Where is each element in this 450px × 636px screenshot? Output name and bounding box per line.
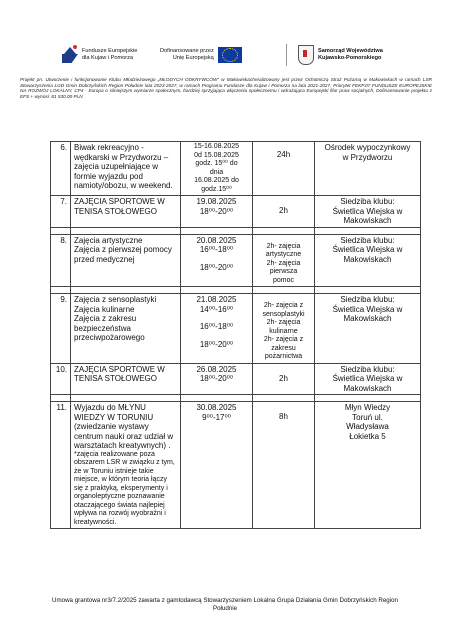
row-number: 11. bbox=[51, 402, 71, 529]
activity-note: *zajęcia realizowane poza obszarem LSR w związku z tym, że w Toruniu istnieje takie miejsce, w którym teoria łączy się z praktyką, eksperymenty i organoleptyczne poznawanie otaczającego świata najlepiej wpływa na rozwój wyobraźni i kreatywności. bbox=[74, 450, 175, 526]
row-gap bbox=[51, 287, 421, 294]
row-number: 10. bbox=[51, 363, 71, 395]
hours-line: pomoc bbox=[272, 276, 294, 284]
place-line: Siedziba klubu: bbox=[340, 295, 395, 304]
table-row bbox=[51, 363, 421, 395]
fe-logo-line-2: dla Kujaw i Pomorza bbox=[82, 55, 133, 61]
eu-logo-line-1: Dofinansowane przez bbox=[160, 48, 214, 54]
activity-place bbox=[315, 363, 421, 395]
region-logo bbox=[298, 40, 402, 70]
footer-line-2: Południe bbox=[212, 605, 238, 612]
place-line: Makowiskach bbox=[343, 314, 392, 323]
activity-hours bbox=[253, 402, 315, 529]
date-line: 16⁰⁰-18⁰⁰ bbox=[199, 322, 234, 331]
activity-date bbox=[181, 402, 253, 529]
activity-place bbox=[315, 196, 421, 228]
place-line: Świetlica Wiejska w bbox=[332, 245, 403, 254]
region-logo-line-1: Samorząd Województwa bbox=[318, 48, 383, 54]
hours-line: 2h- zajęcia z bbox=[263, 302, 304, 309]
date-line: godz.15⁰⁰ bbox=[201, 185, 232, 193]
place-line: Makowiskach bbox=[343, 254, 392, 264]
table-row bbox=[51, 294, 421, 364]
place-line: Siedziba klubu: bbox=[340, 364, 395, 374]
date-line: 14⁰⁰-16⁰⁰ bbox=[199, 304, 234, 314]
schedule-table bbox=[50, 141, 421, 529]
activity-hours bbox=[253, 196, 315, 228]
date-line: 18⁰⁰-20⁰⁰ bbox=[199, 206, 234, 216]
hours-line: 2h- zajęcia bbox=[266, 319, 301, 326]
hours-line: kulinarne bbox=[269, 327, 298, 335]
place-line: Świetlica Wiejska w bbox=[332, 304, 403, 314]
activity-hours bbox=[253, 234, 315, 287]
table-row bbox=[51, 402, 421, 529]
logo-bar bbox=[62, 40, 392, 70]
date-line: 16⁰⁰-18⁰⁰ bbox=[199, 245, 234, 254]
table-row bbox=[51, 142, 421, 196]
eu-flag-icon bbox=[218, 47, 242, 63]
activity-name-cell bbox=[71, 402, 181, 529]
hours-line: pierwsza bbox=[269, 268, 298, 275]
place-line: Siedziba klubu: bbox=[340, 235, 395, 245]
footer bbox=[10, 597, 440, 613]
date-line: 19.08.2025 bbox=[196, 197, 237, 206]
hours-line: artystyczne bbox=[265, 251, 302, 258]
date-line: 20.08.2025 bbox=[196, 235, 237, 245]
row-number: 7. bbox=[51, 196, 71, 228]
fe-logo-line-1: Fundusze Europejskie bbox=[82, 48, 138, 54]
hours-line: pożarnictwa bbox=[264, 353, 303, 360]
table-row bbox=[51, 234, 421, 287]
place-line: w Przydworzu bbox=[342, 152, 393, 162]
activity-name: Zajęcia artystyczne Zajęcia z pierwszej pomocy przed medycznej bbox=[71, 234, 181, 287]
eu-logo-line-2: Unię Europejską bbox=[172, 55, 214, 61]
date-line: 21.08.2025 bbox=[196, 295, 237, 304]
place-line: Toruń ul. bbox=[352, 412, 383, 422]
row-gap bbox=[51, 227, 421, 234]
hours-line: 2h- zajęcia z bbox=[263, 336, 304, 343]
place-line: Łokietka 5 bbox=[349, 431, 386, 441]
activity-date bbox=[181, 294, 253, 364]
date-line: 15-16.08.2025 bbox=[193, 143, 240, 150]
date-line: 18⁰⁰-20⁰⁰ bbox=[199, 262, 234, 272]
date-line: 9⁰⁰-17⁰⁰ bbox=[202, 412, 231, 422]
fe-logo bbox=[62, 40, 148, 70]
date-line: 0d 15.08.2025 bbox=[194, 151, 239, 159]
region-crest-icon bbox=[298, 45, 314, 65]
activity-date bbox=[181, 234, 253, 287]
date-line: 16.08.2025 do bbox=[194, 177, 239, 184]
place-line: Władysława bbox=[346, 422, 389, 431]
activity-name: Biwak rekreacyjno - wędkarski w Przydworzu – zajęcia uzupełniające w formie wyjazdu pod namioty/obozu, w weekend. bbox=[71, 142, 181, 196]
activity-place bbox=[315, 402, 421, 529]
activity-place bbox=[315, 294, 421, 364]
hours-line: 2h- zajęcia bbox=[266, 242, 301, 250]
footer-line-1: Umowa grantowa nr3/7.2/2025 zawarta z gamtodawcą Stowarzyszeniem Lokalna Grupa Działania Gmin Dobrzyńskich Region bbox=[52, 597, 398, 604]
date-line: 30.08.2025 bbox=[196, 403, 237, 412]
fe-logo-icon bbox=[62, 45, 78, 65]
hours-line: 8h bbox=[279, 412, 288, 421]
activity-name: Wyjazdu do MŁYNU WIEDZY W TORUNIU (zwiedzanie wystawy centrum nauki oraz udział w warsztatach kreatywnych) . bbox=[74, 403, 174, 450]
row-number: 8. bbox=[51, 234, 71, 287]
hours-line: 2h- zajęcia bbox=[266, 259, 301, 267]
activity-name: ZAJĘCIA SPORTOWE W TENISA STOŁOWEGO bbox=[71, 196, 181, 228]
activity-place bbox=[315, 234, 421, 287]
place-line: Świetlica Wiejska w bbox=[332, 206, 403, 216]
date-line: 18⁰⁰-20⁰⁰ bbox=[199, 374, 234, 383]
logo-divider bbox=[286, 44, 287, 66]
hours-line: 2h bbox=[279, 373, 288, 383]
project-description: Projekt pn. Utworzenie i funkcjonowanie Klubu Młodzieżowego „MŁODYCH ODKRYWCÓW” w Makowiskachrealizowany jest przez Ochotniczą Straż Pożarną w Makowiskach w ramach LSR Stowarzyszenia LGD Gmin Dobrzyńskich Region Południe lata 2023-2027, w ramach Programu Fundusze dla Kujaw i Pomorza na lata 2021-2027, Priorytet FEKP.07 FUNDUSZE EUROPEJSKIE NA ROZWÓJ LOKALNY, CP4 - Europa o silniejszym wymiarze społecznym, bardziej sprzyjająca włączeniu społecznemu i wdrażająca Europejski filar praw socjalnych, Dofinansowanie projektu z EFS + wynosi: 81 530,00 PLN bbox=[20, 77, 432, 99]
hours-line: 24h bbox=[276, 150, 291, 159]
eu-logo bbox=[160, 40, 282, 70]
activity-place bbox=[315, 142, 421, 196]
activity-date bbox=[181, 142, 253, 196]
place-line: Świetlica Wiejska w bbox=[332, 374, 403, 383]
activity-date bbox=[181, 363, 253, 395]
activity-date bbox=[181, 196, 253, 228]
activity-hours bbox=[253, 142, 315, 196]
date-line: 18⁰⁰-20⁰⁰ bbox=[199, 339, 234, 349]
place-line: Siedziba klubu: bbox=[340, 197, 395, 206]
hours-line: sensoplastyki bbox=[262, 310, 305, 318]
region-logo-line-2: Kujawsko-Pomorskiego bbox=[318, 55, 382, 61]
hours-line: zakresu bbox=[271, 344, 296, 352]
date-line: dnia bbox=[209, 168, 224, 176]
place-line: Makowiskach bbox=[343, 383, 392, 393]
row-gap bbox=[51, 395, 421, 402]
activity-name: ZAJĘCIA SPORTOWE W TENISA STOŁOWEGO bbox=[71, 363, 181, 395]
activity-name: Zajęcia z sensoplastyki Zajęcia kulinarne Zajęcia z zakresu bezpieczeństwa przeciwpożarowego bbox=[71, 294, 181, 364]
place-line: Makowiskach bbox=[343, 216, 392, 225]
row-number: 9. bbox=[51, 294, 71, 364]
date-line: 26.08.2025 bbox=[196, 364, 237, 374]
activity-hours bbox=[253, 294, 315, 364]
place-line: Młyn Wiedzy bbox=[344, 403, 391, 412]
row-number: 6. bbox=[51, 142, 71, 196]
activity-hours bbox=[253, 363, 315, 395]
table-row bbox=[51, 196, 421, 228]
place-line: Ośrodek wypoczynkowy bbox=[324, 143, 411, 152]
hours-line: 2h bbox=[279, 206, 288, 215]
date-line: godz. 15⁰⁰ do bbox=[195, 160, 238, 167]
